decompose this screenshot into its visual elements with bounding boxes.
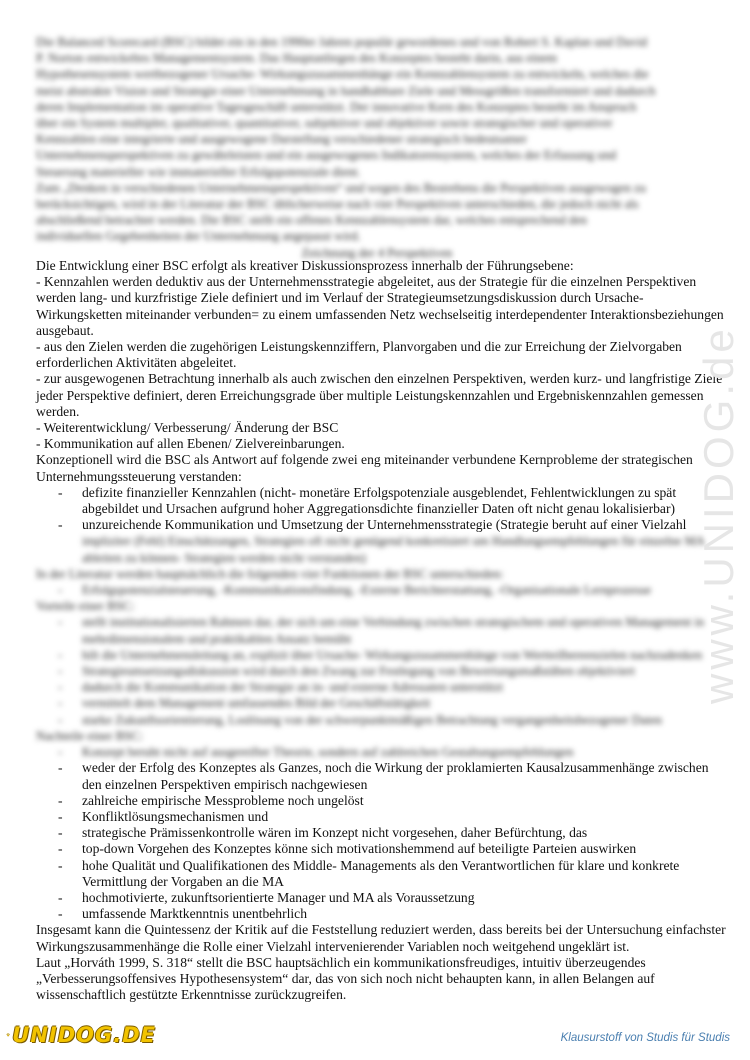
intro-line: Unternehmensperspektiven zu gewährleisten und ein ausgewogenes Indikatorensystem, welches der Erfassung und bbox=[36, 148, 617, 163]
watermark: www.UNIDOG.de bbox=[695, 325, 742, 705]
intro-line: Die Balanced Scorecard (BSC) bildet ein in den 1990er Jahren populär gewordenes und von Robert S. Kaplan und David bbox=[36, 35, 647, 49]
intro-line: Steuerung materieller wie immaterieller Erfolgspotenziale dient. bbox=[36, 164, 361, 179]
disadvantages-first-list bbox=[36, 744, 726, 760]
development-item: - zur ausgewogenen Betrachtung innerhalb als auch zwischen den einzelnen Perspektiven, werden kurz- und langfristige Ziele jeder Perspektive definiert, deren Erreichungsgrade über multiple Leistungskennzahlen und Ergebniskennzahlen gemessen werden. bbox=[36, 371, 723, 419]
unidog-logo bbox=[6, 1018, 156, 1052]
list-item: - Erfolgspotenzialsteuerung, -Kommunikationsfindung, -Externe Berichterstattung, -Organisationale Lernprozesse bbox=[36, 582, 726, 598]
intro-line: meist abstrakte Vision und Strategie einer Unternehmung in handhabbare Ziele und Messgrößen transformiert und dadurch bbox=[36, 83, 656, 98]
list-item: - weder der Erfolg des Konzeptes als Ganzes, noch die Wirkung der proklamierten Kausalzusammenhänge zwischen den einzelnen Perspektiven empirisch nachgewiesen bbox=[36, 760, 726, 792]
list-item: - hohe Qualität und Qualifikationen des Middle- Managements als den Verantwortlichen für klare und konkrete Vermittlung der Vorgaben an die MA bbox=[36, 858, 726, 890]
list-item: - strategische Prämissenkontrolle wären im Konzept nicht vorgesehen, daher Befürchtung, das bbox=[36, 825, 726, 841]
disadvantages-heading: Nachteile einer BSC: bbox=[36, 728, 144, 743]
concept-continuation: impliziter (Fehl) Einschätzungen, Strategien oft nicht genügend konkretisiert um Handlungsempfehlungen für einzelne MA ableiten zu können- Strategien werden nicht verstanden) bbox=[82, 534, 705, 565]
list-item: - stellt institutionalisierten Rahmen dar, der sich um eine Verbindung zwischen strategischem und operativen Management in mehrdimensionalem und praktikablen Ansatz bemüht bbox=[36, 614, 726, 646]
list-item: - Strategieumsetzungsdiskussion wird durch den Zwang zur Festlegung von Bewertungsmaßstäben objektiviert bbox=[36, 663, 726, 679]
intro-line: Kennzahlen eine integrierte und ausgewogene Darstellung verschiedener strategisch bedeutsamer bbox=[36, 132, 527, 147]
list-item: - vermittelt dem Management umfassendes Bild der Geschäftstätigkeit bbox=[36, 695, 726, 711]
footer-tagline: Klausurstoff von Studis für Studis bbox=[560, 1032, 730, 1044]
list-item: - top-down Vorgehen des Konzeptes könne sich motivationshemmend auf beteiligte Parteien auswirken bbox=[36, 841, 726, 857]
advantages-list bbox=[36, 614, 726, 727]
functions-heading: In der Literatur werden hauptsächlich die folgenden vier Funktionen der BSC unterschieden: bbox=[36, 566, 504, 581]
concept-heading: Konzeptionell wird die BSC als Antwort auf folgende zwei eng miteinander verbundene Kernprobleme der strategischen Unternehmungssteuerung verstanden: bbox=[36, 452, 693, 484]
intro-caption: Zeichnung der 4 Perspektiven bbox=[301, 245, 453, 260]
intro-line: individuellen Gegebenheiten der Unternehmung angepasst wird. bbox=[36, 229, 361, 244]
list-item: - Konzept beruht nicht auf ausgereifter Theorie, sondern auf zahlreichen Gestaltungsempfehlungen bbox=[36, 744, 726, 760]
list-item: - dadurch die Kommunikation der Strategie an in- und externe Adressaten unterstützt bbox=[36, 679, 726, 695]
list-item: - unzureichende Kommunikation und Umsetzung der Unternehmensstrategie (Strategie beruht auf einer Vielzahl bbox=[36, 517, 726, 533]
development-item: - Weiterentwicklung/ Verbesserung/ Änderung der BSC bbox=[36, 420, 339, 436]
intro-line: Zum „Denken in verschiedenen Unternehmensperspektiven“ und wegen des Bestrebens die Perspektiven ausgewogen zu bbox=[36, 180, 646, 195]
blurred-middle-section bbox=[36, 533, 726, 760]
list-item: - hochmotivierte, zukunftsorientierte Manager und MA als Voraussetzung bbox=[36, 890, 726, 906]
conclusion-paragraph: Insgesamt kann die Quintessenz der Kritik auf die Feststellung reduziert werden, dass bereits bei der Untersuchung einfachster Wirkungszusammenhänge die Rolle einer Vielzahl intervenierender Variablen noch weitgehend ungeklärt ist. bbox=[36, 922, 726, 954]
development-item: - aus den Zielen werden die zugehörigen Leistungskennziffern, Planvorgaben und die zur Erreichung der Zielvorgaben erforderlichen Aktivitäten abgeleitet. bbox=[36, 339, 682, 371]
intro-line: über ein System multipler, qualitativer, quantitativer, subjektiver und objektiver sowie strategischer und operativer bbox=[36, 116, 613, 131]
paw-icon bbox=[6, 1024, 10, 1046]
intro-line: Hypothesensystem wertbezogener Ursache- Wirkungszusammenhänge ein Kennzahlensystem zu entwickeln, welches die bbox=[36, 67, 649, 82]
disadvantages-list bbox=[36, 760, 726, 922]
list-item: - zahlreiche empirische Messprobleme noch ungelöst bbox=[36, 793, 726, 809]
development-item: - Kennzahlen werden deduktiv aus der Unternehmensstrategie abgeleitet, aus der Strategie für die einzelnen Perspektiven werden lang- und kurzfristige Ziele definiert und im Verlauf der Strategieumsetzungsdiskussion durch Ursache- Wirkungsketten miteinander verbunden= zu einem umfassenden Netz wechselseitig interdependenter Interaktionsbeziehungen ausgebaut. bbox=[36, 274, 724, 338]
intro-line: berücksichtigen, wird in der Literatur der BSC üblicherweise nach vier Perspektiven unterschieden, die jedoch nicht als bbox=[36, 197, 639, 212]
intro-line: abschließend betrachtet werden. Die BSC stellt ein offenes Kennzahlensystem dar, welches entsprechend den bbox=[36, 213, 588, 228]
main-text bbox=[36, 258, 726, 1003]
list-item: - starke Zukunftsorientierung, Loslösung von der schwerpunktmäßigen Betrachtung vergangenheitsbezogener Daten bbox=[36, 712, 726, 728]
advantages-heading: Vorteile einer BSC: bbox=[36, 599, 135, 614]
concept-list bbox=[36, 485, 726, 534]
list-item: - defizite finanzieller Kennzahlen (nicht- monetäre Erfolgspotenziale ausgeblendet, Fehlentwicklungen zu spät abgebildet und Ursachen aufgrund hoher Aggregationsdichte finanzieller Daten oft nicht genau lokalisierbar) bbox=[36, 485, 726, 517]
intro-section-blurred bbox=[36, 34, 718, 261]
conclusion-paragraph: Laut „Horváth 1999, S. 318“ stellt die BSC hauptsächlich ein kommunikationsfreudiges, intuitiv überzeugendes „Verbesserungsoffensives Hypothesensystem“ dar, das von sich noch nicht behaupten kann, in allen Belangen auf wissenschaftlich gestützte Erkenntnisse zurückzugreifen. bbox=[36, 954, 655, 1003]
list-item: - Konfliktlösungsmechanismen und bbox=[36, 809, 726, 825]
intro-line: deren Implementation im operative Tagesgeschäft unterstützt. Der innovative Kern des Konzeptes besteht im Anspruch bbox=[36, 99, 637, 114]
development-heading: Die Entwicklung einer BSC erfolgt als kreativer Diskussionsprozess innerhalb der Führungsebene: bbox=[36, 258, 574, 273]
intro-line: P. Norton entwickeltes Managementsystem. Das Hauptanliegen des Konzeptes besteht darin, aus einem bbox=[36, 51, 558, 66]
development-item: - Kommunikation auf allen Ebenen/ Zielvereinbarungen. bbox=[36, 436, 345, 452]
functions-list bbox=[36, 582, 726, 598]
logo-text: UNIDOG.DE bbox=[12, 1023, 156, 1047]
list-item: - hilt die Unternehmensleitung an, explizit über Ursache- Wirkungszusammenhänge von Wertteilbereenzielen nachzudenken bbox=[36, 647, 726, 663]
list-item: - umfassende Marktkenntnis unentbehrlich bbox=[36, 906, 726, 922]
